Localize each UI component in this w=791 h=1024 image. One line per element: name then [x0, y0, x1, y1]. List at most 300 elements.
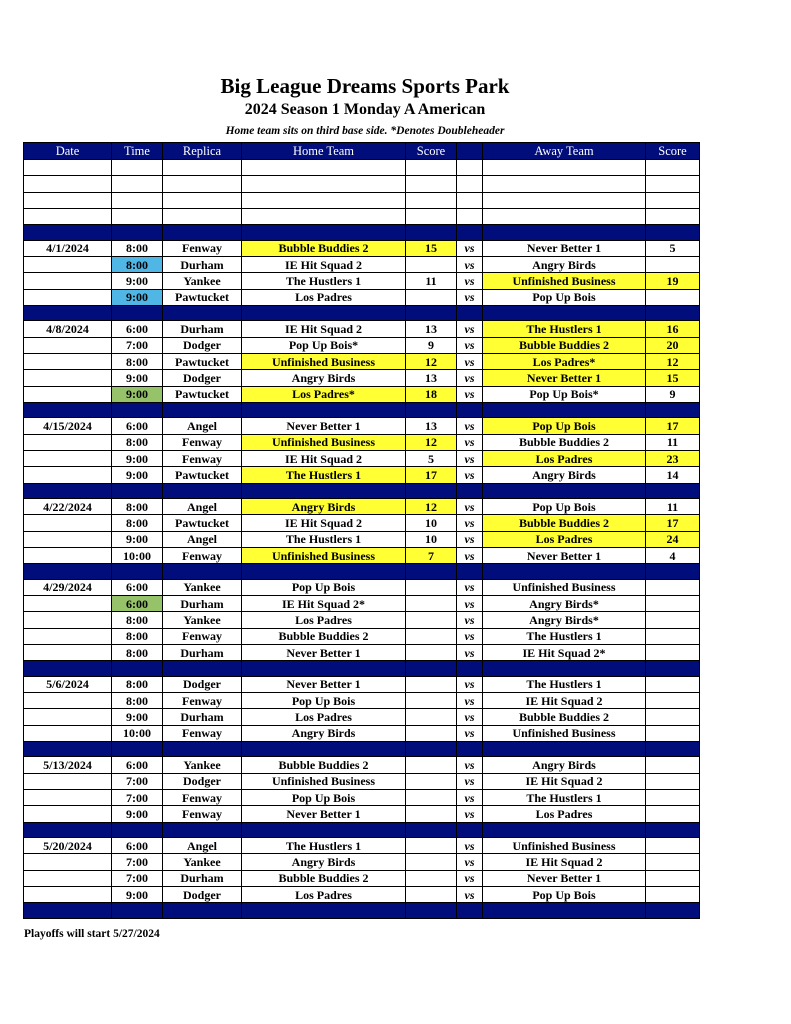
away-score-cell: 17 [646, 418, 700, 434]
separator-cell [163, 225, 242, 241]
vs-cell: vs [457, 886, 483, 902]
separator-cell [112, 483, 163, 499]
blank-cell [163, 160, 242, 176]
home-team-cell: Bubble Buddies 2 [242, 757, 406, 773]
replica-cell: Fenway [163, 725, 242, 741]
blank-cell [24, 208, 112, 224]
blank-cell [242, 208, 406, 224]
separator-cell [24, 402, 112, 418]
separator-cell [483, 305, 646, 321]
away-team-cell: Unfinished Business [483, 838, 646, 854]
col-header-home-team: Home Team [242, 143, 406, 160]
separator-cell [242, 483, 406, 499]
replica-cell: Yankee [163, 612, 242, 628]
home-score-cell [406, 612, 457, 628]
date-cell [24, 886, 112, 902]
separator-cell [24, 903, 112, 919]
separator-cell [646, 225, 700, 241]
game-row [24, 256, 700, 272]
home-team-cell: Los Padres [242, 289, 406, 305]
blank-cell [646, 176, 700, 192]
col-header-date: Date [24, 143, 112, 160]
replica-cell: Pawtucket [163, 289, 242, 305]
separator-cell [483, 402, 646, 418]
vs-cell: vs [457, 725, 483, 741]
home-team-cell: IE Hit Squad 2 [242, 256, 406, 272]
blank-cell [646, 160, 700, 176]
separator-cell [112, 903, 163, 919]
vs-cell: vs [457, 353, 483, 369]
home-team-cell: Never Better 1 [242, 644, 406, 660]
separator-cell [242, 903, 406, 919]
replica-cell: Fenway [163, 628, 242, 644]
home-score-cell: 5 [406, 450, 457, 466]
away-team-cell: Angry Birds* [483, 596, 646, 612]
week-separator-row [24, 741, 700, 757]
blank-cell [483, 208, 646, 224]
separator-cell [163, 741, 242, 757]
separator-cell [646, 822, 700, 838]
vs-cell: vs [457, 434, 483, 450]
separator-cell [163, 305, 242, 321]
col-header-vs [457, 143, 483, 160]
replica-cell: Yankee [163, 579, 242, 595]
vs-cell: vs [457, 240, 483, 256]
home-score-cell [406, 838, 457, 854]
time-cell: 8:00 [112, 693, 163, 709]
replica-cell: Pawtucket [163, 467, 242, 483]
home-team-cell: The Hustlers 1 [242, 838, 406, 854]
separator-cell [457, 305, 483, 321]
vs-cell: vs [457, 370, 483, 386]
replica-cell: Durham [163, 321, 242, 337]
separator-cell [242, 225, 406, 241]
date-cell [24, 644, 112, 660]
separator-cell [406, 564, 457, 580]
separator-cell [242, 305, 406, 321]
game-row [24, 870, 700, 886]
date-cell [24, 386, 112, 402]
vs-cell: vs [457, 644, 483, 660]
separator-cell [242, 822, 406, 838]
blank-cell [483, 176, 646, 192]
home-score-cell: 11 [406, 273, 457, 289]
away-team-cell: IE Hit Squad 2 [483, 854, 646, 870]
away-score-cell: 12 [646, 353, 700, 369]
date-cell [24, 854, 112, 870]
home-score-cell: 12 [406, 434, 457, 450]
week-separator-row [24, 483, 700, 499]
vs-cell: vs [457, 386, 483, 402]
date-cell [24, 773, 112, 789]
game-row [24, 467, 700, 483]
away-team-cell: IE Hit Squad 2 [483, 773, 646, 789]
replica-cell: Durham [163, 256, 242, 272]
vs-cell: vs [457, 612, 483, 628]
time-cell: 9:00 [112, 370, 163, 386]
home-score-cell [406, 676, 457, 692]
blank-cell [242, 192, 406, 208]
home-team-cell: IE Hit Squad 2 [242, 515, 406, 531]
game-row [24, 790, 700, 806]
replica-cell: Yankee [163, 273, 242, 289]
home-team-cell: IE Hit Squad 2* [242, 596, 406, 612]
replica-cell: Durham [163, 870, 242, 886]
vs-cell: vs [457, 450, 483, 466]
home-score-cell [406, 289, 457, 305]
time-cell: 8:00 [112, 353, 163, 369]
away-team-cell: IE Hit Squad 2 [483, 693, 646, 709]
date-cell [24, 547, 112, 563]
away-score-cell [646, 628, 700, 644]
home-score-cell [406, 256, 457, 272]
away-team-cell: IE Hit Squad 2* [483, 644, 646, 660]
game-row [24, 725, 700, 741]
away-score-cell [646, 289, 700, 305]
vs-cell: vs [457, 676, 483, 692]
away-team-cell: Pop Up Bois [483, 886, 646, 902]
away-score-cell: 11 [646, 434, 700, 450]
separator-cell [646, 564, 700, 580]
game-row [24, 515, 700, 531]
blank-cell [406, 176, 457, 192]
replica-cell: Fenway [163, 693, 242, 709]
schedule-table [23, 142, 700, 919]
game-row [24, 806, 700, 822]
game-row [24, 531, 700, 547]
blank-cell [24, 176, 112, 192]
away-score-cell [646, 579, 700, 595]
date-cell: 5/6/2024 [24, 676, 112, 692]
vs-cell: vs [457, 709, 483, 725]
game-row [24, 773, 700, 789]
time-cell: 9:00 [112, 289, 163, 305]
home-team-cell: Pop Up Bois* [242, 337, 406, 353]
date-cell [24, 337, 112, 353]
separator-cell [24, 483, 112, 499]
separator-cell [483, 483, 646, 499]
replica-cell: Durham [163, 709, 242, 725]
separator-cell [112, 661, 163, 677]
away-team-cell: Unfinished Business [483, 273, 646, 289]
table-header-row [24, 143, 700, 160]
separator-cell [242, 564, 406, 580]
col-header-away-score: Score [646, 143, 700, 160]
away-team-cell: Never Better 1 [483, 547, 646, 563]
doubleheader-note: Home team sits on third base side. *Denotes Doubleheader [225, 125, 505, 137]
blank-cell [646, 208, 700, 224]
time-cell: 9:00 [112, 531, 163, 547]
date-cell [24, 434, 112, 450]
date-cell [24, 256, 112, 272]
replica-cell: Angel [163, 499, 242, 515]
game-row [24, 676, 700, 692]
replica-cell: Yankee [163, 854, 242, 870]
home-team-cell: Bubble Buddies 2 [242, 870, 406, 886]
home-team-cell: Los Padres [242, 886, 406, 902]
away-score-cell [646, 854, 700, 870]
separator-cell [483, 661, 646, 677]
blank-cell [112, 176, 163, 192]
separator-cell [457, 564, 483, 580]
away-team-cell: The Hustlers 1 [483, 321, 646, 337]
home-score-cell: 9 [406, 337, 457, 353]
separator-cell [457, 225, 483, 241]
time-cell: 9:00 [112, 886, 163, 902]
separator-cell [483, 225, 646, 241]
vs-cell: vs [457, 693, 483, 709]
separator-cell [406, 483, 457, 499]
date-cell [24, 709, 112, 725]
home-team-cell: Pop Up Bois [242, 693, 406, 709]
season-subtitle: 2024 Season 1 Monday A American [244, 101, 486, 118]
date-cell [24, 790, 112, 806]
away-score-cell: 11 [646, 499, 700, 515]
blank-cell [483, 160, 646, 176]
separator-cell [24, 564, 112, 580]
separator-cell [24, 661, 112, 677]
away-score-cell [646, 838, 700, 854]
separator-cell [646, 903, 700, 919]
away-score-cell [646, 870, 700, 886]
vs-cell: vs [457, 870, 483, 886]
home-team-cell: Never Better 1 [242, 418, 406, 434]
game-row [24, 273, 700, 289]
separator-cell [406, 741, 457, 757]
col-header-replica: Replica [163, 143, 242, 160]
date-cell [24, 289, 112, 305]
home-score-cell: 13 [406, 370, 457, 386]
home-score-cell: 7 [406, 547, 457, 563]
home-team-cell: The Hustlers 1 [242, 273, 406, 289]
away-team-cell: Unfinished Business [483, 579, 646, 595]
time-cell: 9:00 [112, 467, 163, 483]
away-team-cell: Never Better 1 [483, 240, 646, 256]
away-team-cell: Los Padres* [483, 353, 646, 369]
separator-cell [483, 741, 646, 757]
away-team-cell: The Hustlers 1 [483, 790, 646, 806]
separator-cell [112, 741, 163, 757]
blank-cell [457, 160, 483, 176]
home-score-cell [406, 790, 457, 806]
blank-cell [24, 192, 112, 208]
date-cell: 4/22/2024 [24, 499, 112, 515]
game-row [24, 854, 700, 870]
away-team-cell: Angry Birds* [483, 612, 646, 628]
replica-cell: Dodger [163, 676, 242, 692]
week-separator-row [24, 305, 700, 321]
week-separator-row [24, 903, 700, 919]
vs-cell: vs [457, 515, 483, 531]
home-score-cell: 15 [406, 240, 457, 256]
game-row [24, 353, 700, 369]
replica-cell: Angel [163, 418, 242, 434]
blank-cell [163, 192, 242, 208]
home-team-cell: Unfinished Business [242, 773, 406, 789]
time-cell: 8:00 [112, 628, 163, 644]
date-cell: 4/29/2024 [24, 579, 112, 595]
separator-cell [242, 402, 406, 418]
away-team-cell: The Hustlers 1 [483, 628, 646, 644]
home-score-cell: 13 [406, 321, 457, 337]
game-row [24, 579, 700, 595]
week-separator-row [24, 564, 700, 580]
time-cell: 6:00 [112, 579, 163, 595]
col-header-away-team: Away Team [483, 143, 646, 160]
away-score-cell [646, 886, 700, 902]
vs-cell: vs [457, 321, 483, 337]
time-cell: 6:00 [112, 596, 163, 612]
home-score-cell [406, 596, 457, 612]
date-cell [24, 628, 112, 644]
separator-cell [483, 822, 646, 838]
date-cell [24, 870, 112, 886]
date-cell: 4/8/2024 [24, 321, 112, 337]
replica-cell: Dodger [163, 337, 242, 353]
playoffs-note: Playoffs will start 5/27/2024 [24, 928, 160, 940]
separator-cell [646, 661, 700, 677]
away-score-cell: 4 [646, 547, 700, 563]
time-cell: 8:00 [112, 676, 163, 692]
vs-cell: vs [457, 773, 483, 789]
home-score-cell [406, 725, 457, 741]
separator-cell [457, 483, 483, 499]
separator-cell [112, 305, 163, 321]
vs-cell: vs [457, 790, 483, 806]
away-score-cell [646, 757, 700, 773]
game-row [24, 418, 700, 434]
away-score-cell [646, 644, 700, 660]
blank-cell [112, 192, 163, 208]
separator-cell [457, 822, 483, 838]
home-score-cell [406, 773, 457, 789]
away-team-cell: The Hustlers 1 [483, 676, 646, 692]
separator-cell [242, 741, 406, 757]
away-score-cell: 14 [646, 467, 700, 483]
home-score-cell: 18 [406, 386, 457, 402]
home-team-cell: IE Hit Squad 2 [242, 450, 406, 466]
time-cell: 6:00 [112, 321, 163, 337]
away-team-cell: Angry Birds [483, 757, 646, 773]
separator-cell [112, 822, 163, 838]
blank-cell [24, 160, 112, 176]
home-score-cell [406, 628, 457, 644]
blank-cell [242, 176, 406, 192]
blank-row [24, 176, 700, 192]
time-cell: 8:00 [112, 434, 163, 450]
time-cell: 9:00 [112, 386, 163, 402]
date-cell [24, 515, 112, 531]
separator-cell [646, 305, 700, 321]
away-team-cell: Pop Up Bois* [483, 386, 646, 402]
separator-cell [457, 903, 483, 919]
vs-cell: vs [457, 418, 483, 434]
separator-cell [406, 225, 457, 241]
home-team-cell: Angry Birds [242, 854, 406, 870]
blank-row [24, 208, 700, 224]
blank-cell [163, 208, 242, 224]
vs-cell: vs [457, 854, 483, 870]
home-score-cell [406, 757, 457, 773]
game-row [24, 693, 700, 709]
home-score-cell [406, 886, 457, 902]
home-score-cell [406, 709, 457, 725]
away-score-cell [646, 693, 700, 709]
time-cell: 9:00 [112, 450, 163, 466]
separator-cell [112, 402, 163, 418]
away-score-cell: 24 [646, 531, 700, 547]
away-team-cell: Unfinished Business [483, 725, 646, 741]
vs-cell: vs [457, 838, 483, 854]
vs-cell: vs [457, 579, 483, 595]
date-cell [24, 467, 112, 483]
replica-cell: Pawtucket [163, 353, 242, 369]
week-separator-row [24, 822, 700, 838]
home-team-cell: Unfinished Business [242, 434, 406, 450]
time-cell: 7:00 [112, 790, 163, 806]
separator-cell [646, 402, 700, 418]
week-separator-row [24, 661, 700, 677]
home-score-cell: 12 [406, 499, 457, 515]
date-cell [24, 596, 112, 612]
separator-cell [163, 564, 242, 580]
game-row [24, 289, 700, 305]
separator-cell [163, 483, 242, 499]
vs-cell: vs [457, 757, 483, 773]
vs-cell: vs [457, 596, 483, 612]
game-row [24, 838, 700, 854]
away-team-cell: Bubble Buddies 2 [483, 337, 646, 353]
time-cell: 7:00 [112, 773, 163, 789]
separator-cell [242, 661, 406, 677]
replica-cell: Angel [163, 531, 242, 547]
home-score-cell: 10 [406, 531, 457, 547]
away-score-cell [646, 676, 700, 692]
replica-cell: Dodger [163, 773, 242, 789]
away-team-cell: Angry Birds [483, 256, 646, 272]
replica-cell: Fenway [163, 806, 242, 822]
time-cell: 7:00 [112, 337, 163, 353]
time-cell: 6:00 [112, 418, 163, 434]
home-team-cell: Never Better 1 [242, 806, 406, 822]
game-row [24, 709, 700, 725]
away-team-cell: Never Better 1 [483, 870, 646, 886]
away-score-cell [646, 612, 700, 628]
separator-cell [483, 903, 646, 919]
date-cell [24, 273, 112, 289]
replica-cell: Durham [163, 596, 242, 612]
away-score-cell [646, 596, 700, 612]
date-cell [24, 370, 112, 386]
blank-cell [163, 176, 242, 192]
vs-cell: vs [457, 337, 483, 353]
col-header-home-score: Score [406, 143, 457, 160]
home-team-cell: Angry Birds [242, 725, 406, 741]
separator-cell [457, 402, 483, 418]
page-title: Big League Dreams Sports Park [220, 74, 510, 98]
away-score-cell: 19 [646, 273, 700, 289]
time-cell: 7:00 [112, 854, 163, 870]
home-team-cell: Angry Birds [242, 499, 406, 515]
time-cell: 9:00 [112, 806, 163, 822]
away-team-cell: Pop Up Bois [483, 289, 646, 305]
separator-cell [24, 741, 112, 757]
blank-cell [483, 192, 646, 208]
home-score-cell [406, 870, 457, 886]
away-score-cell [646, 806, 700, 822]
replica-cell: Angel [163, 838, 242, 854]
blank-cell [406, 160, 457, 176]
